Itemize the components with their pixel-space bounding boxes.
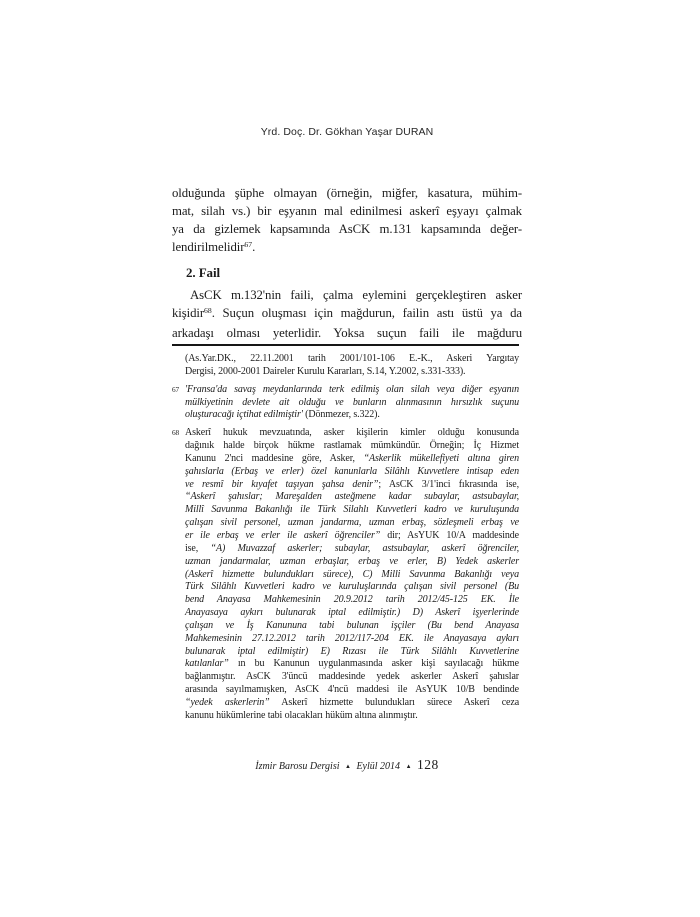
triangle-separator-icon: ▲ — [405, 764, 412, 770]
footnote-continuation — [185, 353, 519, 379]
page-footer — [172, 757, 522, 773]
text-line: dağınık halde birçok hükme rastlamak mümkündür. Örneğin; İç Hizmet — [185, 440, 519, 452]
text-line: Kanunu 2'nci maddesine göre, Asker, “Askerlik mükellefiyeti altına giren — [185, 452, 519, 464]
triangle-separator-icon: ▲ — [345, 764, 351, 770]
text-line: er ile erbaş ve erler ile askerî öğrenciler” dir; AsYUK 10/A maddesinde — [185, 529, 519, 541]
footnotes-block — [172, 353, 519, 723]
text-line: arkadaşı olması yeterlidir. Yoksa suçun faili ile mağduru — [172, 326, 522, 340]
text-line: “Askerî şahıslar; Mareşalden asteğmene kadar subaylar, astsubaylar, — [185, 491, 519, 503]
footnote-67 — [172, 384, 519, 423]
text-line: ya da gizlemek kapsamında AsCK m.131 kapsamında değer- — [172, 222, 522, 236]
footnote-text — [185, 384, 519, 423]
text-line: Anayasaya aykırı bulunarak iptal edilmiştir.) D) Askerî işyerlerinde — [185, 607, 519, 619]
text-line: çalışan sivil personel, uzman jandarma, uzman erbaş, sözleşmeli erbaş ve — [185, 517, 519, 529]
page-header-author: Yrd. Doç. Dr. Gökhan Yaşar DURAN — [260, 126, 434, 138]
text-line: (Askerî hizmette bulundukları sürece), C) Milli Savunma Bakanlığı veya — [185, 568, 519, 580]
text-line: ve resmî bir kıyafet taşıyan şahsa denir”; AsCK 3/1'inci fıkrasında ise, — [185, 478, 519, 490]
text-line: şahıslarla (Erbaş ve erler) özel kanunlarla Silâhlı Kuvvetlere intisap eden — [185, 465, 519, 477]
footnote-text — [185, 427, 519, 722]
text-line: Türk Silâhlı Kuvvetleri kadro ve kuruluşlarında çalışan sivil personel (Bu — [185, 581, 519, 593]
text-line: Millî Savunma Bakanlığı ile Türk Silahlı Kuvvetleri kadro ve kuruluşunda — [185, 504, 519, 516]
body-text — [172, 184, 522, 342]
text-line: “yedek askerlerin” Askerî hizmette bulundukları sürece Askerî ceza — [185, 696, 520, 708]
text-line: 'Fransa'da savaş meydanlarında terk edilmiş olan silah veya diğer eşyanın — [185, 383, 519, 395]
footnote-number: 67 — [172, 384, 180, 394]
text-line: katılanlar” ın bu Kanunun uygulanmasında asker kişi sayılacağı hükme — [185, 658, 519, 670]
text-line: lendirilmelidir$^{67}$. — [172, 240, 256, 254]
page-number: 128 — [417, 757, 439, 772]
text-line: kişidir$^{68}$. Suçun oluşması için mağdurun, failin astı üstü ya da — [172, 306, 522, 320]
text-line: uzman jandarmalar, uzman erbaşlar, erbaş ve erler, B) Yedek askerler — [185, 555, 519, 567]
paragraph-2 — [172, 286, 522, 342]
text-line: AsCK m.132'nin faili, çalma eylemini gerçekleştiren asker — [190, 288, 522, 302]
text-line: ise, “A) Muvazzaf askerler; subaylar, astsubaylar, askerî öğrenciler, — [185, 542, 519, 554]
text-line: mülkiyetinin devlete ait olduğu ve bunların alınmasının hırsızlık suçunu — [185, 396, 519, 408]
journal-name: İzmir Barosu Dergisi — [255, 761, 340, 772]
text-line: Mahkemesinin 27.12.2012 tarih 2012/117-204 EK. ile Anayasaya aykırı — [185, 632, 519, 644]
paragraph-1 — [172, 184, 522, 258]
text-line: arasında sayılmamışken, AsCK 4'ncü maddesi ile AsYUK 10/B bendinde — [185, 684, 519, 696]
text-line: (As.Yar.DK., 22.11.2001 tarih 2001/101-106 E.-K., Askeri Yargıtay — [185, 353, 519, 364]
text-line: bulunarak iptal edilmiştir) E) Rızası ile Türk Silâhlı Kuvvetlerine — [185, 645, 519, 657]
text-line: çalışan ve İş Kanununa tabi bulunan işçiler (Bu bend Anayasa — [185, 619, 519, 631]
text-line: oluşturacağı içtihat edilmiştir' (Dönmezer, s.322). — [185, 409, 380, 421]
text-line: olduğunda şüphe olmayan (örneğin, miğfer, kasatura, mühim- — [172, 186, 522, 200]
text-line: mat, silah vs.) bir eşyanın mal edinilmesi askerî eşyayı çalmak — [172, 204, 522, 218]
text-line: Dergisi, 2000-2001 Daireler Kurulu Kararları, S.14, Y.2002, s.331-333). — [185, 365, 466, 377]
issue-date: Eylül 2014 — [356, 761, 401, 772]
text-line: kanunu hükümlerine tabi olacakları hüküm altına alınmıştır. — [185, 709, 418, 721]
footnote-separator-rule — [172, 344, 519, 346]
text-line: bend Anayasa Mahkemesinin 20.9.2012 tarih 2012/45-125 EK. İle — [185, 594, 519, 606]
footnote-68 — [172, 427, 519, 722]
footnote-number: 68 — [172, 428, 180, 438]
text-line: Askerî hukuk mevzuatında, asker kişilerin kimler olduğu konusunda — [185, 427, 519, 439]
section-heading: 2. Fail — [186, 265, 220, 280]
text-line: bağlanmıştır. AsCK 3'üncü maddesinde yedek askerler Askerî şahıslar — [185, 671, 519, 683]
